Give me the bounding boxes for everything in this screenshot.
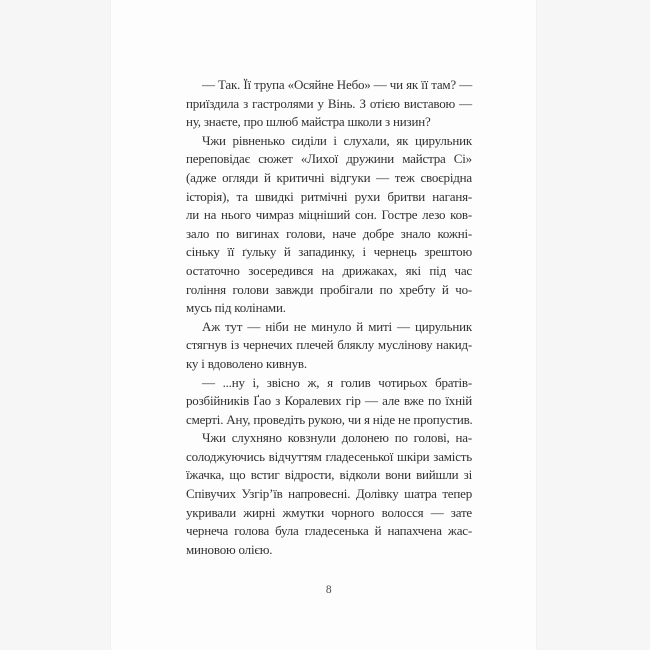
text-line: Співучих Узгір’їв напровесні. Долівку шатра тепер [186, 486, 472, 502]
book-page [110, 0, 537, 650]
text-line: чернеча голова була гладесенька й напахчена жас- [186, 523, 472, 539]
text-line: приїздила з гастролями у Вінь. З отією виставою — [186, 95, 472, 111]
text-line: сіньку її ґульку й западинку, і чернець зрештою [186, 244, 472, 260]
text-line: стягнув із чернечих плечей бляклу муслінову накид- [186, 337, 472, 353]
text-line: (адже огляди й критичні відгуки — теж своєрідна [186, 169, 472, 185]
text-line: — Так. Її трупа «Осяйне Небо» — чи як її там? — [202, 77, 472, 92]
text-line: укривали жирні жмутки чорного волосся — зате [186, 504, 472, 520]
text-line: Чжи рівненько сиділи і слухали, як цирульник [202, 132, 472, 148]
text-line: ли на нього чимраз міцніший сон. Гостре лезо ков- [186, 207, 472, 223]
page-number: 8 [325, 584, 333, 596]
text-line: — ...ну і, звісно ж, я голив чотирьох братів- [202, 374, 472, 390]
text-line: їжачка, що встиг відрости, відколи вони вийшли зі [186, 467, 472, 483]
text-line: остаточно зосередився на дрижаках, які під час [186, 262, 472, 278]
text-line: розбійників Ґао з Коралевих гір — але вже по їхній [186, 393, 472, 409]
text-line: історія), та швидкі ритмічні рухи бритви наганя- [186, 188, 472, 204]
text-line: солоджуючись відчуттям гладесенької шкіри замість [186, 448, 472, 464]
text-line: Чжи слухняно ковзнули долонею по голові, на- [202, 430, 472, 446]
text-line: смерті. Ану, проведіть рукою, чи я ніде не пропустив. [186, 411, 473, 427]
text-line: мусь під колінами. [186, 300, 286, 316]
text-line: гоління голови завжди пробігали по хребту й чо- [186, 281, 472, 297]
text-line: миновою олією. [186, 541, 273, 557]
text-line: зало по вигинах голови, наче добре знало кожні- [186, 225, 472, 241]
text-line: ку і вдоволено кивнув. [186, 355, 307, 371]
text-line: Аж тут — ніби не минуло й миті — цирульник [202, 318, 472, 334]
text-line: ну, знаєте, про шлюб майстра школи з низин? [186, 114, 431, 130]
text-line: переповідає сюжет «Лихої дружини майстра Сі» [186, 151, 472, 167]
page-text [186, 76, 472, 559]
